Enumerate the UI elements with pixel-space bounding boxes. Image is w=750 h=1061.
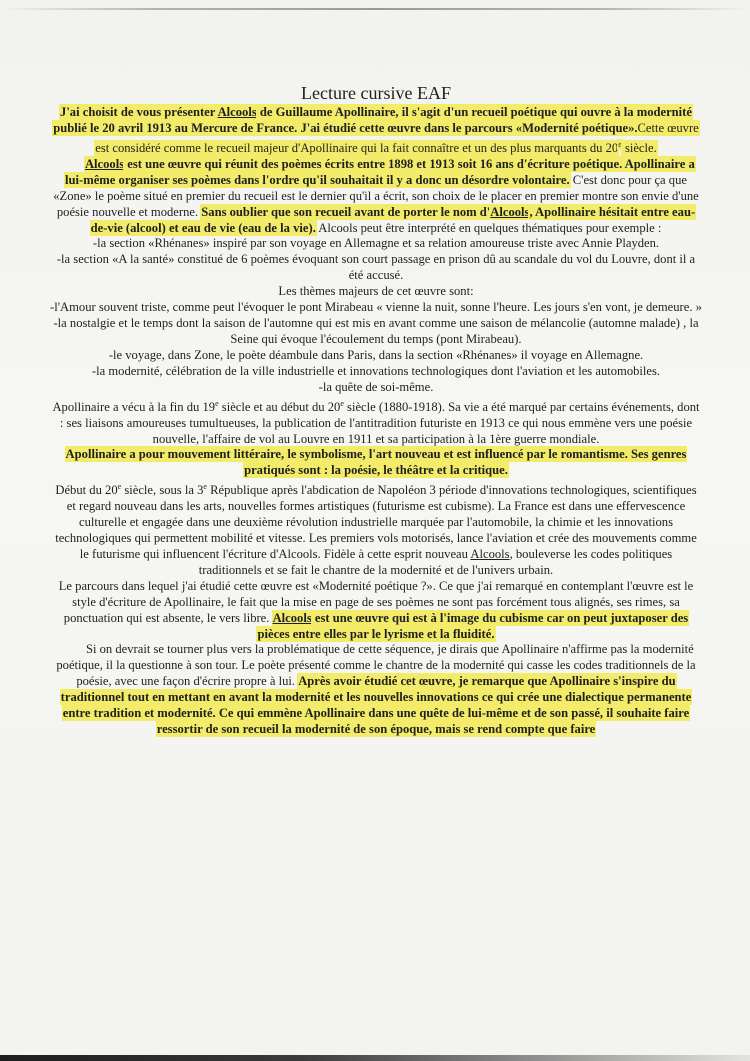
text-run: Alcools peut être interprété en quelques thématiques pour exemple : (315, 220, 662, 235)
paragraph (50, 105, 702, 157)
text-run: Alcools (470, 547, 510, 562)
highlighted-text: Cette œuvre est considéré comme le recueil majeur d'Apollinaire qui la fait connaître et un des plus marquants du 20 (95, 120, 699, 155)
highlighted-text: est une œuvre qui est à l'image du cubisme car on peut juxtaposer des pièces entre elles par le lyrisme et la fluidité. (257, 610, 689, 641)
paragraph (50, 642, 702, 737)
paragraph (50, 316, 702, 348)
highlighted-text: Alcools (84, 156, 125, 171)
scan-artifact-bottom (0, 1055, 750, 1061)
text-run: -la section «Rhénanes» inspiré par son voyage en Allemagne et sa relation amoureuse triste avec Annie Playden. (92, 236, 660, 251)
document-body (50, 105, 702, 738)
scan-artifact-top (0, 8, 750, 10)
highlighted-text: Apollinaire a pour mouvement littéraire, le symbolisme, l'art nouveau et est influencé par le romantisme. Ses genres pratiqués sont : la poésie, le théâtre et la critique. (65, 447, 687, 478)
highlighted-text: de Guillaume Apollinaire, il s'agit d'un recueil poétique qui ouvre à la modernité publié le 20 avril 1913 au Mercure de France. J'ai étudié cette œuvre dans le parcours «Modernité poétique». (53, 105, 692, 135)
paragraph (50, 380, 702, 396)
text-run: Apollinaire a vécu à la fin du 19 (52, 399, 216, 414)
text-run: Si on devrait se tourner plus vers la problématique de cette séquence, je dirais que Apollinaire n'affirme pas la modernité poétique, il la questionne à son tour. Le poète présenté comme le chantre de la modernité qui casse les codes traditionnels de la poésie, avec une façon d'écrire propre à lui. (56, 642, 696, 689)
text-run: siècle, sous la 3 (121, 483, 204, 498)
paragraph (50, 157, 702, 237)
paragraph (50, 300, 702, 316)
text-run: e (340, 398, 344, 408)
highlighted-text: Alcools (272, 610, 312, 625)
paragraph (50, 252, 702, 284)
text-run: -la nostalgie et le temps dont la saison de l'automne qui est mis en avant comme une saison de mélancolie (automne malade) , la Seine qui évoque l'écoulement du temps (pont Mirabeau). (53, 315, 699, 346)
text-run: e (117, 482, 122, 492)
text-run: -la modernité, célébration de la ville industrielle et innovations technologiques dont l'aviation et les automobiles. (91, 363, 661, 378)
text-run: e (203, 482, 207, 492)
paragraph (50, 364, 702, 380)
text-run: -la quête de soi-même. (318, 379, 434, 394)
highlighted-text: Alcools (490, 204, 530, 219)
text-run: , bouleverse les codes politiques traditionnels et se fait le chantre de la modernité et de l'univers urbain. (198, 547, 673, 577)
highlighted-text: , Apollinaire hésitait entre eau-de-vie (alcool) et eau de vie (eau de la vie). (90, 204, 696, 235)
highlighted-text: Après avoir étudié cet œuvre, je remarque que Apollinaire s'inspire du traditionnel tout en mettant en avant la modernité et les nouvelles innovations ce qui crée une dialectique permanente entre tradition et modernité. Ce qui emmène Apollinaire dans une quête de lui-même et de son passé, il souhaite faire ressortir de son recueil la modernité de son époque, mais se rend compte que faire (60, 674, 692, 736)
text-run: siècle et au début du 20 (218, 399, 341, 414)
text-run: C'est donc pour ça que «Zone» le poème situé en premier du recueil est le dernier qu'il a écrit, son choix de le placer en premier montre son envie d'une poésie nouvelle et moderne. (53, 172, 699, 219)
text-run: -l'Amour souvent triste, comme peut l'évoquer le pont Mirabeau « vienne la nuit, sonne l'heure. Les jours s'en vont, je demeure. » (50, 300, 702, 315)
paragraph (50, 396, 702, 448)
document-title: Lecture cursive EAF (301, 83, 451, 103)
paragraph (50, 579, 702, 643)
highlighted-text: e (618, 139, 622, 149)
highlighted-text: Alcools (217, 105, 257, 119)
highlighted-text: siècle. (621, 141, 657, 155)
text-run: Début du 20 (55, 483, 118, 498)
paragraph (50, 348, 702, 364)
text-run: Les thèmes majeurs de cet œuvre sont: (278, 284, 474, 299)
text-run: -le voyage, dans Zone, le poète déambule dans Paris, dans la section «Rhénanes» il voyage en Allemagne. (108, 347, 644, 362)
paragraph (50, 479, 702, 579)
highlighted-text: est une œuvre qui réunit des poèmes écrits entre 1898 et 1913 soit 16 ans d'écriture poétique. Apollinaire a lui-même organiser ses poèmes dans l'ordre qu'il souhaitait il y a donc un désordre volontaire. (65, 156, 695, 187)
highlighted-text: Sans oublier que son recueil avant de porter le nom d' (201, 204, 491, 219)
text-run: République après l'abdication de Napoléon 3 période d'innovations technologiques, scientifiques et regard nouveau dans les arts, nouvelles formes artistiques (futurisme est cubisme). La France est dans une effervescence culturelle et engagée dans une deuxième révolution industrielle marquée par l'automobile, la chimie et les innovations technologiques qui permettent mobilité et vitesse. Les premiers vols motorisés, lance l'aviation et crée des mouvements comme le futurisme qui influencent l'écriture d'Alcools. Fidèle à cette esprit nouveau (55, 483, 697, 562)
text-run: siècle (1880-1918). Sa vie a été marqué par certains événements, dont : ses liaisons amoureuses tumultueuses, la publication de l'antitradition futuriste en 1913 ce qui nous emmène vers une poésie nouvelle, l'affaire de vol au Louvre en 1911 et sa participation à la 1ère guerre mondiale. (59, 399, 700, 446)
text-run: Le parcours dans lequel j'ai étudié cette œuvre est «Modernité poétique ?». Ce que j'ai remarqué en contemplant l'œuvre est le style d'écriture de Apollinaire, le fait que la mise en page de ses poèmes ne sont pas forcément tous alignés, ses rimes, sa ponctuation qui est absente, le vers libre. (58, 578, 694, 625)
highlighted-text: J'ai choisit de vous présenter (60, 105, 218, 119)
paragraph (50, 447, 702, 479)
text-run: e (215, 398, 219, 408)
text-run: -la section «A la santé» constitué de 6 poèmes évoquant son court passage en prison dû au scandale du vol du Louvre, dont il a été accusé. (56, 252, 696, 283)
paragraph (50, 236, 702, 252)
paragraph (50, 284, 702, 300)
